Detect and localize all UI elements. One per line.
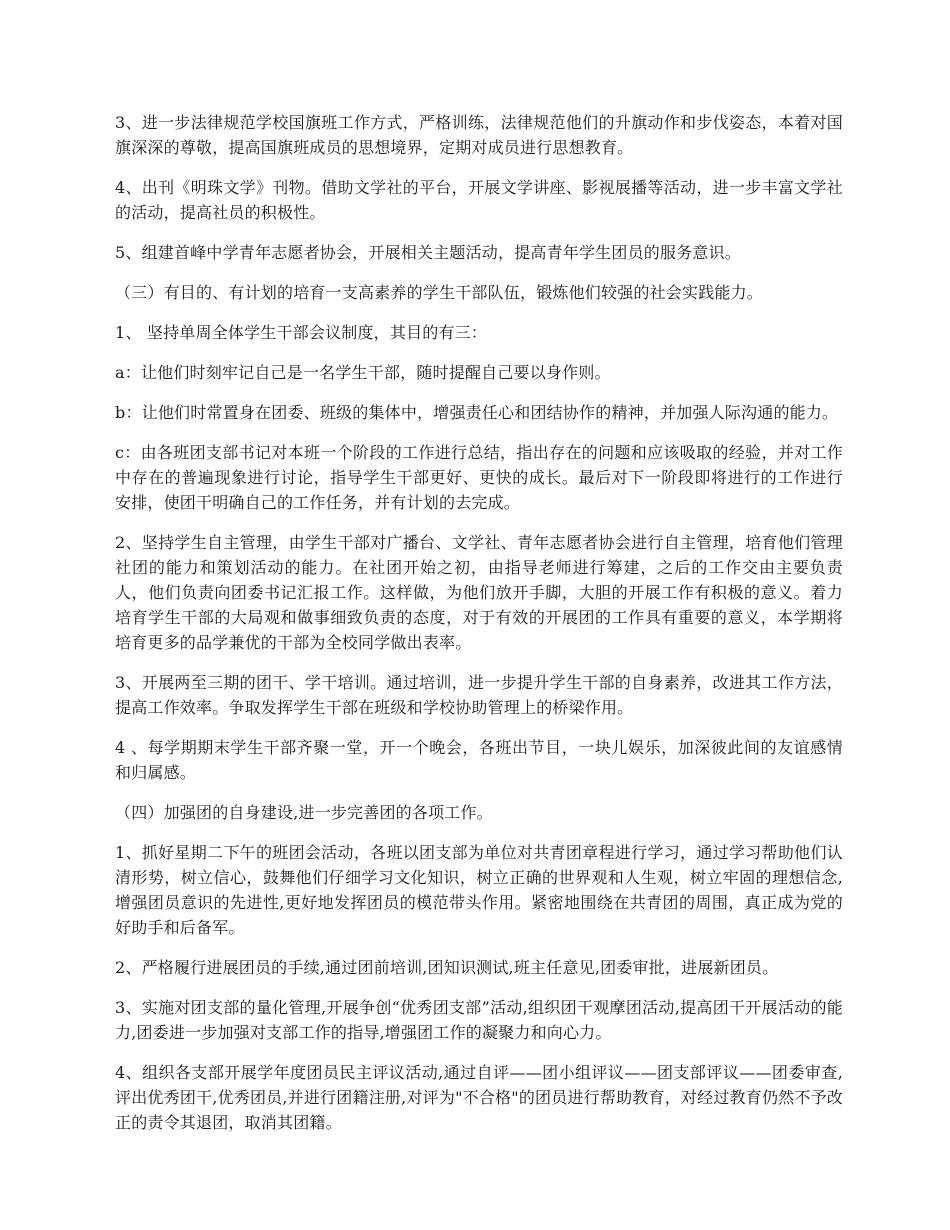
section-heading-4: （四）加强团的自身建设,进一步完善团的各项工作。 (115, 803, 493, 822)
paragraph-item-3-flag-team: 3、进一步法律规范学校国旗班工作方式，严格训练，法律规范他们的升旗动作和步伐姿态，本着对国旗深深的尊敬，提高国旗班成员的思想境界，定期对成员进行思想教育。 (115, 113, 843, 157)
paragraph-item-1-cadre-meeting: 1、 坚持单周全体学生干部会议制度，其目的有三： (115, 323, 488, 342)
paragraph-item-2-self-management: 2、坚持学生自主管理，由学生干部对广播台、文学社、青年志愿者协会进行自主管理，培育他们管理社团的能力和策划活动的能力。在社团开始之初，由指导老师进行筹建，之后的工作交由主要负责人，他们负责向团委书记汇报工作。这样做，为他们放开手脚，大胆的开展工作有积极的意义。着力培育学生干部的大局观和做事细致负责的态度，对于有效的开展团的工作具有重要的意义，本学期将培育更多的品学兼优的干部为全校同学做出表率。 (115, 533, 843, 652)
paragraph-item-3-quantified-management: 3、实施对团支部的量化管理,开展争创“优秀团支部”活动,组织团干观摩团活动,提高团干开展活动的能力,团委进一步加强对支部工作的指导,增强团工作的凝聚力和向心力。 (115, 998, 843, 1042)
paragraph-item-2-new-members: 2、严格履行进展团员的手续,通过团前培训,团知识测试,班主任意见,团委审批，进展新团员。 (115, 958, 779, 977)
paragraph-item-3-training: 3、开展两至三期的团干、学干培训。通过培训，进一步提升学生干部的自身素养，改进其工作方法，提高工作效率。争取发挥学生干部在班级和学校协助管理上的桥梁作用。 (115, 673, 843, 717)
paragraph-subitem-a: a：让他们时刻牢记自己是一名学生干部，随时提醒自己要以身作则。 (115, 363, 611, 382)
paragraph-item-1-class-meeting: 1、抓好星期二下午的班团会活动，各班以团支部为单位对共青团章程进行学习，通过学习帮助他们认清形势，树立信心，鼓舞他们仔细学习文化知识，树立正确的世界观和人生观，树立牢固的理想信念,增强团员意识的先进性,更好地发挥团员的模范带头作用。紧密地围绕在共青团的周围，真正成为党的好助手和后备军。 (115, 843, 843, 937)
paragraph-subitem-c: c：由各班团支部书记对本班一个阶段的工作进行总结，指出存在的问题和应该吸取的经验，并对工作中存在的普遍现象进行讨论，指导学生干部更好、更快的成长。最后对下一阶段即将进行的工作进行安排，使团干明确自己的工作任务，并有计划的去完成。 (115, 443, 843, 512)
paragraph-item-4-literature-magazine: 4、出刊《明珠文学》刊物。借助文学社的平台，开展文学讲座、影视展播等活动，进一步丰富文学社的活动，提高社员的积极性。 (115, 178, 843, 222)
paragraph-item-4-evening-party: 4 、每学期期末学生干部齐聚一堂，开一个晚会，各班出节目，一块儿娱乐，加深彼此间的友谊感情和归属感。 (115, 738, 843, 782)
paragraph-item-4-democratic-review: 4、组织各支部开展学年度团员民主评议活动,通过自评——团小组评议——团支部评议——团委审查,评出优秀团干,优秀团员,并进行团籍注册,对评为"不合格"的团员进行帮助教育，对经过教育仍然不予改正的责令其退团，取消其团籍。 (115, 1063, 843, 1132)
document-body (115, 110, 843, 1150)
section-heading-3: （三）有目的、有计划的培育一支高素养的学生干部队伍，锻炼他们较强的社会实践能力。 (115, 283, 764, 302)
paragraph-item-5-volunteer-association: 5、组建首峰中学青年志愿者协会，开展相关主题活动，提高青年学生团员的服务意识。 (115, 243, 741, 262)
paragraph-subitem-b: b：让他们时常置身在团委、班级的集体中，增强责任心和团结协作的精神，并加强人际沟通的能力。 (115, 403, 839, 422)
